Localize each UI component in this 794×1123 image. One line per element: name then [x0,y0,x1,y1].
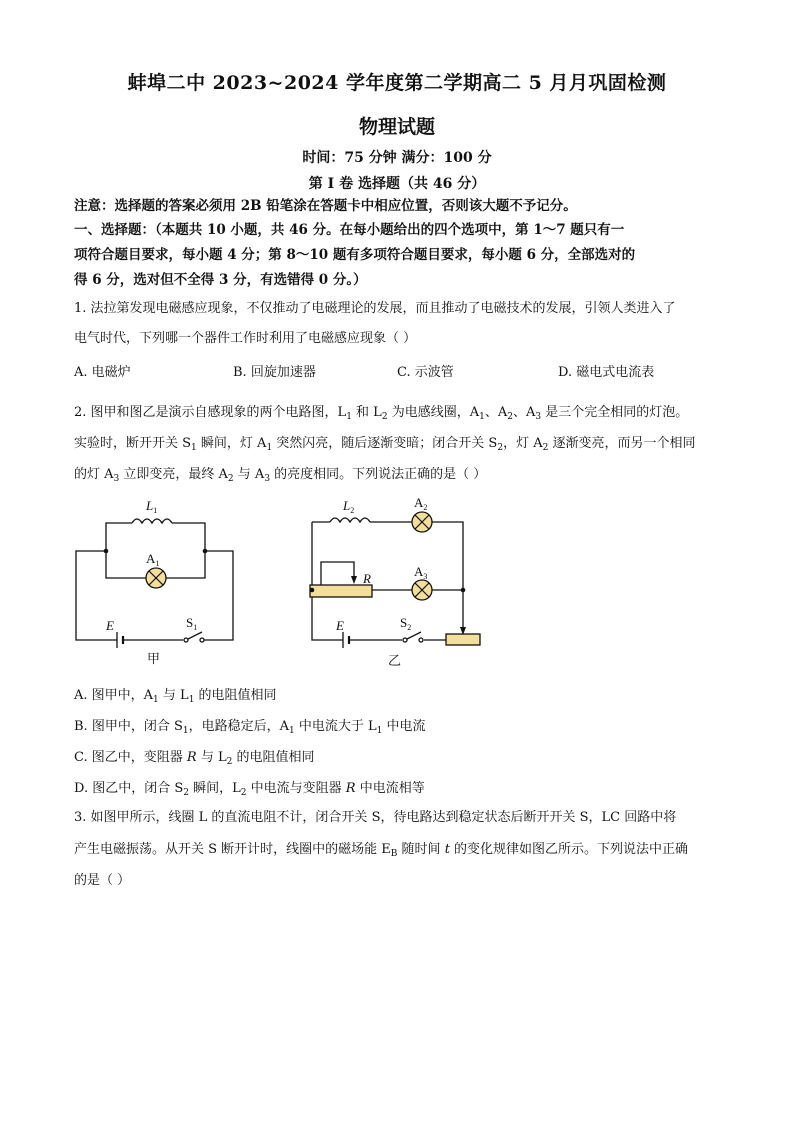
time-score: 时间：75 分钟 满分：100 分 [302,150,492,166]
instruction-line-3: 得 6 分，选对但不全得 3 分，有选错得 0 分。） [74,272,367,288]
q2-option-b: B. 图甲中，闭合 $S_1$，电路稳定后，$A_1$ 中电流大于 $L_1$ 中电流 [74,719,426,736]
q2-option-c: C. 图乙中，变阻器 R 与 $L_2$ 的电阻值相同 [74,750,315,767]
svg-text:A2: $A_2$ [414,495,428,512]
label-s2: S [400,615,408,630]
caption-right: 乙 [388,653,402,668]
label-e1: E [106,618,114,633]
lamp-a3 [412,580,432,600]
q3-line-3: 的是（ ） [74,873,131,888]
q2-line-1: 2. 图甲和图乙是演示自感现象的两个电路图，$L_1$ 和 $L_2$ 为电感线圈，$A_1$、$A_2$、$A_3$ 是三个完全相同的灯泡。 [74,405,689,422]
section-heading: 第 I 卷 选择题（共 46 分） [308,176,486,192]
subject-title: 物理试题 [358,116,435,138]
label-l1: L [146,498,154,513]
svg-text:S1: $S_1$ [186,615,198,632]
svg-text:L1: $L_1$ [146,498,158,515]
svg-text:L2: $L_2$ [343,498,355,515]
label-a3: A [414,564,424,579]
q3-line-1: 3. 如图甲所示，线圈 L 的直流电阻不计，闭合开关 S，待电路达到稳定状态后断开开关 S，LC 回路中将 [74,810,677,825]
q2-line-3: 的灯 $A_3$ 立即变亮，最终 $A_2$ 与 $A_3$ 的亮度相同。下列说法正确的是（ ） [74,467,487,484]
q2-option-a: A. 图甲中，$A_1$ 与 $L_1$ 的电阻值相同 [74,688,277,705]
circuit-figure [60,490,500,670]
exam-title: 蚌埠二中 2023~2024 学年度第二学期高二 5 月月巩固检测 [127,72,667,94]
svg-text:R [362,571,371,586]
svg-text:A1: $A_1$ [146,551,160,568]
svg-text:E [335,618,344,633]
q3-line-2: 产生电磁振荡。从开关 S 断开计时，线圈中的磁场能 $E_B$ 随时间 t 的变化规律如图乙所示。下列说法中正确 [74,842,689,859]
instruction-line-2: 项符合题目要求，每小题 4 分；第 8～10 题有多项符合题目要求，每小题 6 分，全部选对的 [74,247,636,263]
lamp-a1 [146,568,166,588]
svg-text:S2: $S_2$ [400,615,412,632]
caption-left: 甲 [147,651,161,666]
label-r: R [363,571,371,586]
q1-option-d: D. 磁电式电流表 [558,365,655,380]
label-a1: A [146,551,156,566]
q1-option-c: C. 示波管 [397,365,454,380]
label-e2: E [336,618,344,633]
q1-option-b: B. 回旋加速器 [233,365,316,380]
q2-option-d: D. 图乙中，闭合 $S_2$ 瞬间，$L_2$ 中电流与变阻器 R 中电流相等 [74,781,425,798]
svg-text:E [105,618,114,633]
instruction-line-1: 一、选择题：（本题共 10 小题，共 46 分。在每小题给出的四个选项中，第 1～7 题只有一 [74,222,625,238]
q1-line-1: 1. 法拉第发现电磁感应现象，不仅推动了电磁理论的发展，而且推动了电磁技术的发展，引领人类进入了 [74,301,676,316]
label-s1: S [186,615,194,630]
label-l2: L [343,498,351,513]
lamp-a2 [412,512,432,532]
label-a2: A [414,495,424,510]
q1-option-a: A. 电磁炉 [74,365,131,380]
q2-line-2: 实验时，断开开关 $S_1$ 瞬间，灯 $A_1$ 突然闪亮，随后逐渐变暗；闭合开关 $S_2$，灯 $A_2$ 逐渐变亮，而另一个相同 [74,436,696,453]
q1-line-2: 电气时代，下列哪一个器件工作时利用了电磁感应现象（ ） [74,331,417,346]
notice: 注意：选择题的答案必须用 2B 铅笔涂在答题卡中相应位置，否则该大题不予记分。 [74,198,577,214]
svg-text:A3: $A_3$ [414,564,428,581]
